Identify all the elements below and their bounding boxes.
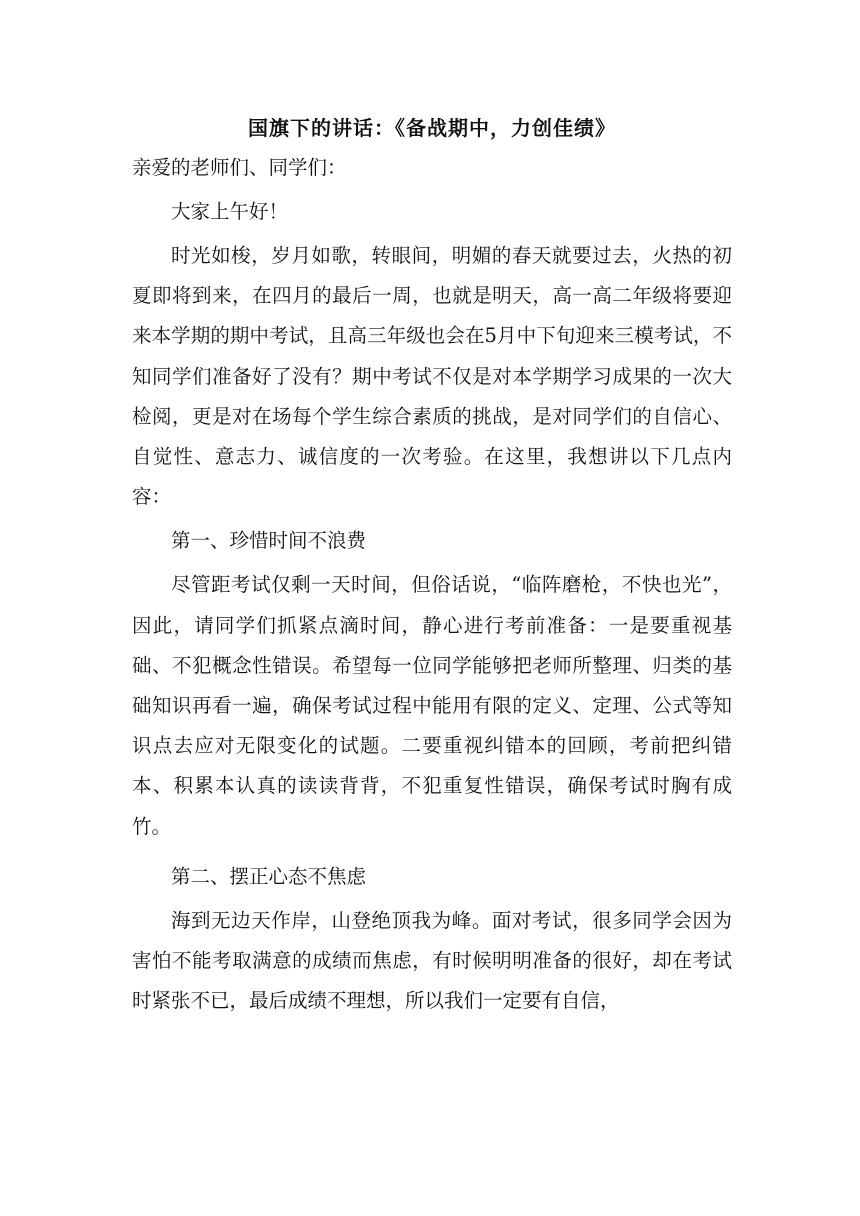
greeting: 大家上午好！	[171, 200, 289, 223]
document-title: 国旗下的讲话：《备战期中，力创佳绩》	[248, 116, 616, 140]
section-body-1: 尽管距考试仅剩一天时间，但俗话说，“临阵磨枪，不快也光”，因此，请同学们抓紧点滴时间，静心进行考前准备：一是要重视基础、不犯概念性错误。希望每一位同学能够把老师所整理、归类的基础知识再看一遍，确保考试过程中能用有限的定义、定理、公式等知识点去应对无限变化的试题。二要重视纠错本的回顾，考前把纠错本、积累本认真的读读背背，不犯重复性错误，确保考试时胸有成竹。	[132, 573, 732, 838]
section-body-2: 海到无边天作岸，山登绝顶我为峰。面对考试，很多同学会因为害怕不能考取满意的成绩而焦虑，有时候明明准备的很好，却在考试时紧张不已，最后成绩不理想，所以我们一定要有自信，	[132, 908, 732, 1013]
section-heading-1: 第一、珍惜时间不浪费	[171, 529, 367, 553]
salutation: 亲爱的老师们、同学们：	[132, 156, 347, 179]
section-heading-2: 第二、摆正心态不焦虑	[171, 864, 367, 888]
paragraph-intro: 时光如梭，岁月如歌，转眼间，明媚的春天就要过去，火热的初夏即将到来，在四月的最后一周，也就是明天，高一高二年级将要迎来本学期的期中考试，且高三年级也会在5月中下旬迎来三模考试，不知同学们准备好了没有？期中考试不仅是对本学期学习成果的一次大检阅，更是对在场每个学生综合素质的挑战，是对同学们的自信心、自觉性、意志力、诚信度的一次考验。在这里，我想讲以下几点内容：	[132, 244, 732, 509]
document-page	[132, 108, 732, 1021]
